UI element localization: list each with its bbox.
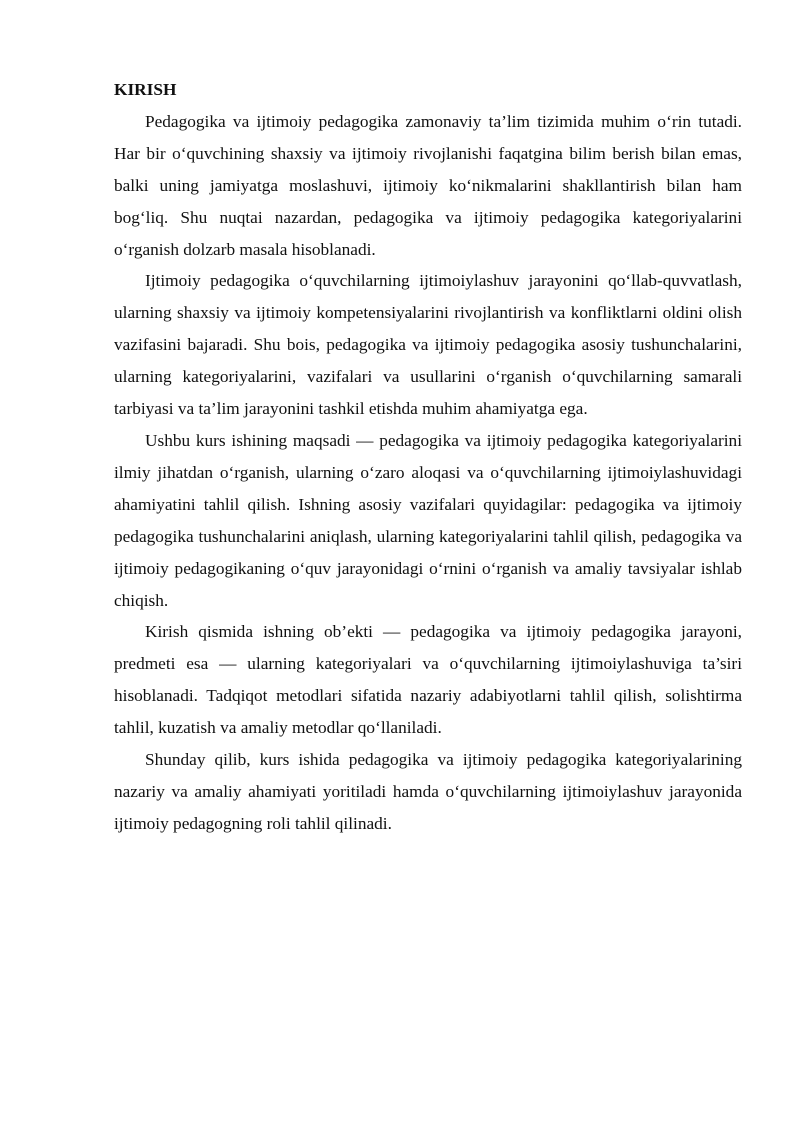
paragraph-3: Ushbu kurs ishining maqsadi — pedagogika va ijtimoiy pedagogika kategoriyalarini ilmiy jihatdan o‘rganish, ularning o‘zaro aloqasi va o‘quvchilarning ijtimoiylashuvidagi ahamiyatini tahlil qilish. Ishning asosiy vazifalari quyidagilar: pedagogika va ijtimoiy pedagogika tushunchalarini aniqlash, ularning kategoriyalarini tahlil qilish, pedagogika va ijtimoiy pedagogikaning o‘quv jarayonidagi o‘rnini o‘rganish va amaliy tavsiyalar ishlab chiqish. — [114, 430, 742, 610]
paragraph-1: Pedagogika va ijtimoiy pedagogika zamonaviy ta’lim tizimida muhim o‘rin tutadi. Har bir o‘quvchining shaxsiy va ijtimoiy rivojlanishi faqatgina bilim berish bilan emas, balki uning jamiyatga moslashuvi, ijtimoiy ko‘nikmalarini shakllantirish bilan ham bog‘liq. Shu nuqtai nazardan, pedagogika va ijtimoiy pedagogika kategoriyalarini o‘rganish dolzarb masala hisoblanadi. — [114, 111, 742, 259]
paragraph-2: Ijtimoiy pedagogika o‘quvchilarning ijtimoiylashuv jarayonini qo‘llab-quvvatlash, ularning shaxsiy va ijtimoiy kompetensiyalarini rivojlantirish va konfliktlarni oldini olish vazifasini bajaradi. Shu bois, pedagogika va ijtimoiy pedagogika asosiy tushunchalarini, ularning kategoriyalarini, vazifalari va usullarini o‘rganish o‘quvchilarning samarali tarbiyasi va ta’lim jarayonini tashkil etishda muhim ahamiyatga ega. — [114, 271, 742, 419]
document-body — [114, 74, 742, 840]
paragraph-4: Kirish qismida ishning ob’ekti — pedagogika va ijtimoiy pedagogika jarayoni, predmeti esa — ularning kategoriyalari va o‘quvchilarning ijtimoiylashuviga ta’siri hisoblanadi. Tadqiqot metodlari sifatida nazariy adabiyotlarni tahlil qilish, solishtirma tahlil, kuzatish va amaliy metodlar qo‘llaniladi. — [114, 622, 742, 738]
section-heading: KIRISH — [114, 80, 177, 99]
paragraph-5: Shunday qilib, kurs ishida pedagogika va ijtimoiy pedagogika kategoriyalarining nazariy va amaliy ahamiyati yoritiladi hamda o‘quvchilarning ijtimoiylashuv jarayonida ijtimoiy pedagogning roli tahlil qilinadi. — [114, 750, 742, 833]
